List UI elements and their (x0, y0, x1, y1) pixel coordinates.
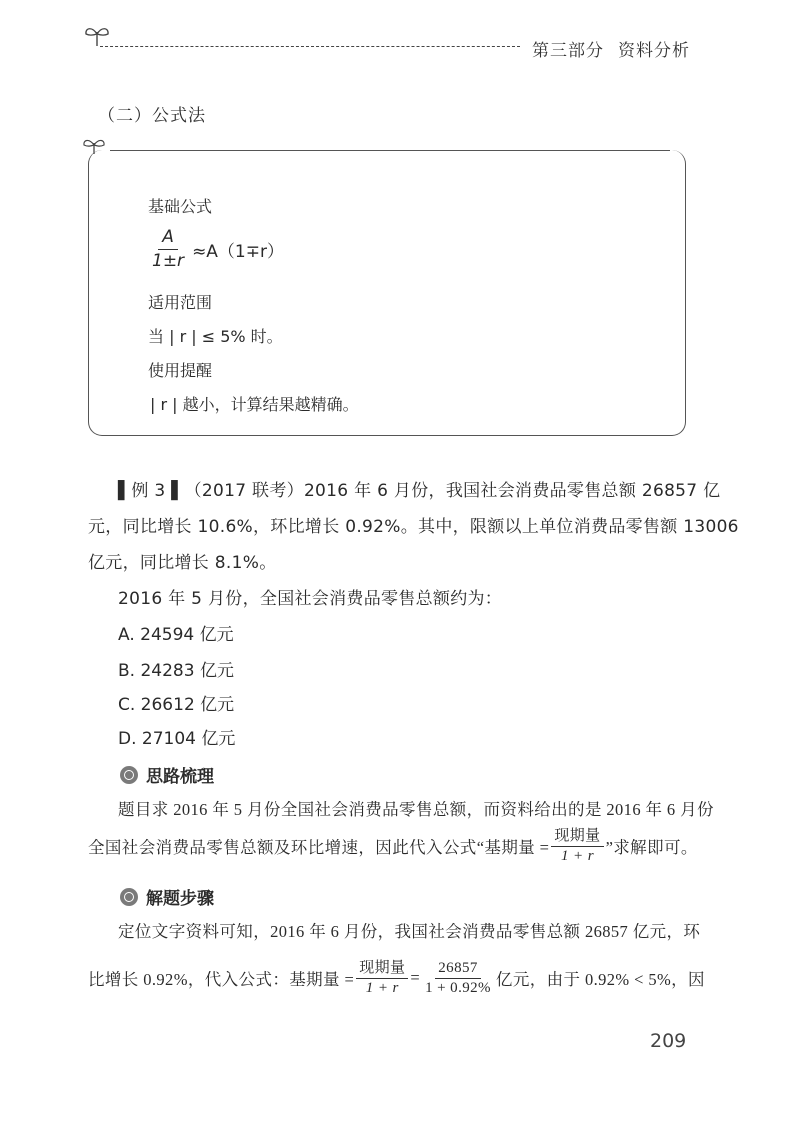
example-line-1: ▌例 3 ▌（2017 联考）2016 年 6 月份，我国社会消费品零售总额 26857 亿 (118, 481, 721, 501)
analysis-fraction: $\frac{\text{现期量}}{1 + r}$ (551, 828, 603, 864)
solution-line-2: 比增长 0.92%，代入公式：基期量 = $\frac{\text{现期量}}{1 + r}$ = $\frac{26857}{1 + 0.92\%}$ 亿元，由于 0.92% < 5%，因 (88, 960, 705, 996)
analysis-line-1: 题目求 2016 年 5 月份全国社会消费品零售总额，而资料给出的是 2016 年 6 月份 (118, 800, 714, 819)
tip-label: 使用提醒 (148, 361, 213, 380)
basic-formula-label: 基础公式 (148, 197, 213, 216)
solution-line-1: 定位文字资料可知，2016 年 6 月份，我国社会消费品零售总额 26857 亿元，环 (118, 922, 701, 941)
scope-text: 当 | r | ≤ 5% 时。 (148, 327, 283, 346)
basic-formula (148, 228, 284, 270)
header-part: 第三部分 (532, 41, 604, 61)
solution-fraction-1: $\frac{\text{现期量}}{1 + r}$ (356, 960, 408, 996)
analysis-line-2: 全国社会消费品零售总额及环比增速，因此代入公式“基期量 = $\frac{\text{现期量}}{1 + r}$ ”求解即可。 (88, 828, 698, 864)
solution-heading: 解题步骤 (120, 884, 214, 909)
sprout-icon (82, 22, 112, 48)
scope-label: 适用范围 (148, 293, 213, 312)
header-rule (100, 46, 520, 47)
pen-icon (120, 888, 138, 906)
example-line-2: 元，同比增长 10.6%，环比增长 0.92%。其中，限额以上单位消费品零售额 13006 (88, 517, 739, 537)
analysis-heading: 思路梳理 (120, 762, 214, 787)
header-subject: 资料分析 (618, 41, 690, 61)
formula-rhs: ≈A（1∓r） (192, 241, 284, 262)
formula-fraction: $\frac{A}{1\pm r}$ (152, 227, 185, 271)
header-title (532, 36, 690, 61)
option-c: C. 26612 亿元 (118, 695, 235, 715)
option-d: D. 27104 亿元 (118, 729, 236, 749)
example-question: 2016 年 5 月份，全国社会消费品零售总额约为： (118, 589, 503, 609)
page-number: 209 (650, 1030, 687, 1052)
option-b: B. 24283 亿元 (118, 661, 234, 681)
solution-fraction-2: $\frac{26857}{1 + 0.92\%}$ (425, 960, 491, 996)
tip-text: | r | 越小，计算结果越精确。 (150, 395, 359, 414)
option-a: A. 24594 亿元 (118, 625, 234, 645)
example-line-3: 亿元，同比增长 8.1%。 (88, 553, 277, 573)
section-title: （二）公式法 (98, 106, 206, 126)
compass-icon (120, 766, 138, 784)
